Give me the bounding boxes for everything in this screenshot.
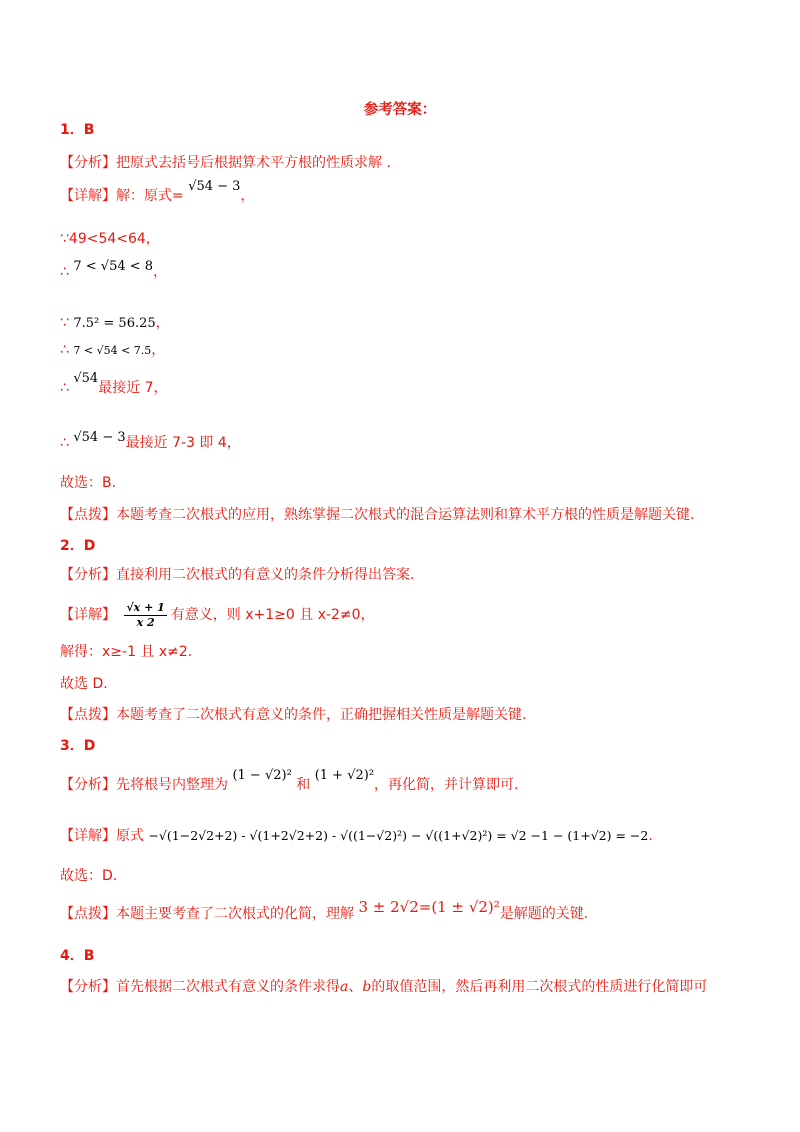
q1-step3 [60,313,170,334]
question-1-number: 1．B [60,122,95,138]
step6-math: √54 − 3 [73,430,126,445]
q1-step5 [60,371,168,399]
comment-tag: 【点拨】 [60,707,116,723]
step4-math: 7 < √54 < 7.5 [73,344,152,357]
variable-a: a [340,979,349,995]
question-3-number: 3．D [60,738,96,754]
detail-tag: 【详解】 [60,188,116,204]
detail-suffix: ， [240,188,255,204]
analysis-mid: 和 [296,777,311,793]
step5-math: √54 [73,371,99,386]
comment-prefix: 本题主要考查了二次根式的化简，理解 [116,906,354,922]
q4-analysis [60,977,707,997]
analysis-math-1: (1 − √2)² [232,768,292,783]
detail-suffix: 有意义，则 x+1≥0 且 x-2≠0， [170,607,375,623]
detail-prefix: 解：原式= [116,188,184,204]
q1-detail [60,179,255,207]
comment-suffix: 是解题的关键. [499,906,589,922]
comment-text: 本题考查二次根式的应用，熟练掌握二次根式的混合运算法则和算术平方根的性质是解题关键. [116,507,695,523]
analysis-prefix: 首先根据二次根式有意义的条件求得 [116,979,340,995]
step3-suffix: ， [155,315,170,331]
step5-suffix: 最接近 7， [98,380,168,396]
q1-step4 [60,340,165,361]
q3-choose: 故选：D. [60,868,118,884]
fraction [124,601,166,629]
detail-prefix: 原式 [116,828,144,844]
q3-detail [60,826,653,846]
analysis-tag: 【分析】 [60,979,116,995]
step4-suffix: ， [151,342,166,358]
therefore-symbol: ∴ [60,342,69,358]
q1-analysis [60,153,391,173]
comment-tag: 【点拨】 [60,507,116,523]
analysis-text: 直接利用二次根式的有意义的条件分析得出答案. [116,567,415,583]
therefore-symbol: ∴ [60,380,69,396]
because-symbol: ∵ [60,315,69,331]
comment-tag: 【点拨】 [60,906,116,922]
analysis-tag: 【分析】 [60,155,116,171]
q1-comment [60,505,694,525]
analysis-tag: 【分析】 [60,777,116,793]
step2-math: 7 < √54 < 8 [73,259,154,274]
q1-choose: 故选：B. [60,475,117,491]
question-2-number: 2．D [60,538,96,554]
detail-math: √54 − 3 [188,179,241,194]
analysis-text: 把原式去括号后根据算术平方根的性质求解 . [116,155,391,171]
q1-step2 [60,259,168,283]
comment-math: 3 ± 2√2=(1 ± √2)² [358,898,500,916]
q3-analysis [60,768,519,796]
step3-math: 7.5² = 56.25 [73,316,156,331]
comment-text: 本题考查了二次根式有意义的条件，正确把握相关性质是解题关键. [116,707,527,723]
therefore-symbol: ∴ [60,435,69,451]
q1-step1: ∵49<54<64， [60,231,160,247]
question-4-number: 4．B [60,948,95,964]
fraction-denominator: x 2 [136,616,155,629]
page-title: 参考答案： [363,102,437,118]
step2-suffix: ， [153,264,168,280]
q3-comment [60,898,589,924]
q1-step6 [60,430,241,454]
therefore-symbol: ∴ [60,264,69,280]
analysis-suffix: ，再化简，并计算即可. [374,777,519,793]
separator: 、 [348,979,363,995]
q2-comment [60,705,526,725]
analysis-math-2: (1 + √2)² [314,768,375,783]
detail-tag: 【详解】 [60,828,116,844]
q2-detail [60,598,375,632]
detail-suffix: . [648,828,653,844]
variable-b: b [362,979,372,995]
fraction-numerator: √x + 1 [126,601,165,614]
detail-tag: 【详解】 [60,607,116,623]
analysis-suffix: 的取值范围，然后再利用二次根式的性质进行化简即可 [371,979,708,995]
analysis-tag: 【分析】 [60,567,116,583]
step6-suffix: 最接近 7-3 即 4， [125,435,241,451]
q2-choose: 故选 D. [60,676,108,692]
detail-math: −√(1−2√2+2) - √(1+2√2+2) - √((1−√2)²) − √((1+√2)²) = √2 −1 − (1+√2) = −2 [148,828,649,843]
q2-analysis [60,565,414,585]
q2-solve: 解得：x≥-1 且 x≠2. [60,644,193,660]
analysis-prefix: 先将根号内整理为 [116,777,228,793]
